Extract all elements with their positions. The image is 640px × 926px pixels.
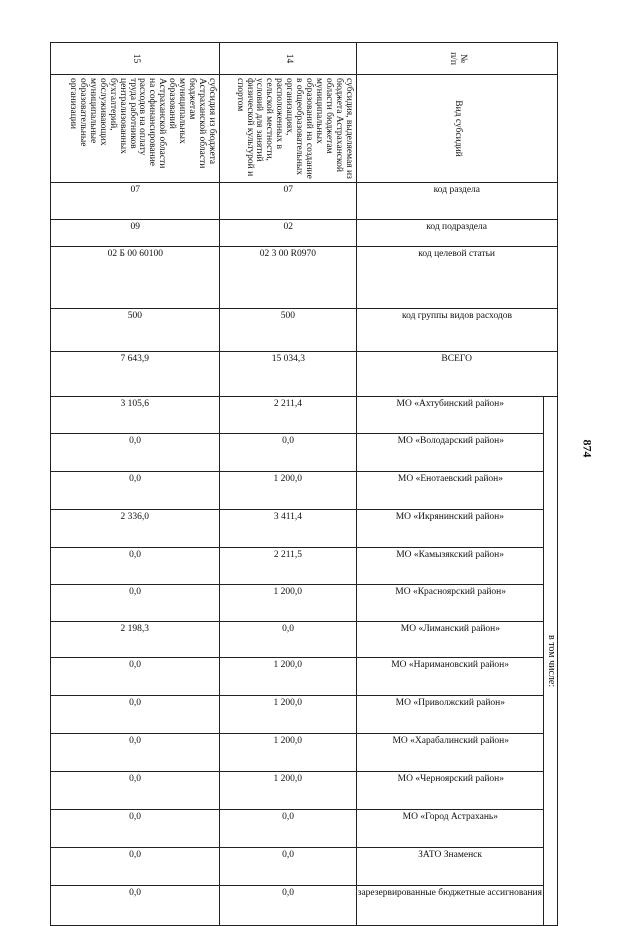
cell-description: субсидия из бюджета Астраханской области бюджетам муниципальных образований Астраханской области на софинансирование расходов на оплату труда работников централизованных бухгалтерий, обслуживающих муниципальные образовательные организации <box>51 75 220 183</box>
cell-value: 0,0 <box>51 658 220 696</box>
cell-total: 7 643,9 <box>51 352 220 397</box>
cell-value: 0,0 <box>51 734 220 772</box>
header-municipality: МО «Харабалинский район» <box>357 734 544 772</box>
cell-num: 14 <box>220 43 357 75</box>
cell-value: 1 200,0 <box>220 696 357 734</box>
cell-value: 0,0 <box>51 886 220 926</box>
header-section: код раздела <box>357 183 558 220</box>
cell-value: 0,0 <box>220 886 357 926</box>
header-group-label: в том числе: <box>544 397 558 926</box>
table-row <box>51 43 220 926</box>
header-municipality: МО «Ахтубинский район» <box>357 397 544 434</box>
cell-value: 2 198,3 <box>51 622 220 658</box>
header-num: № п/п <box>357 43 558 75</box>
cell-value: 0,0 <box>220 622 357 658</box>
cell-value: 1 200,0 <box>220 772 357 810</box>
cell-value: 3 411,4 <box>220 510 357 548</box>
header-type: Вид субсидий <box>357 75 558 183</box>
cell-value: 0,0 <box>51 848 220 886</box>
cell-value: 0,0 <box>51 434 220 472</box>
cell-value: 0,0 <box>220 848 357 886</box>
header-group-row <box>544 43 558 926</box>
cell-value: 0,0 <box>51 585 220 622</box>
header-municipality: МО «Камызякский район» <box>357 548 544 585</box>
cell-value: 0,0 <box>51 548 220 585</box>
header-municipality: МО «Енотаевский район» <box>357 472 544 510</box>
cell-section: 07 <box>220 183 357 220</box>
header-municipality: МО «Приволжский район» <box>357 696 544 734</box>
header-municipality: МО «Володарский район» <box>357 434 544 472</box>
cell-description: субсидия, выделяемая из бюджета Астраханской области бюджетам муниципальных образований на создание в общеобразовательных организациях, расположенных в сельской местности, условий для занятий физической культурой и спортом <box>220 75 357 183</box>
header-article: код целевой статьи <box>357 247 558 309</box>
cell-num: 15 <box>51 43 220 75</box>
header-expense-group: код группы видов расходов <box>357 309 558 352</box>
cell-value: 3 105,6 <box>51 397 220 434</box>
header-municipality: МО «Икрянинский район» <box>357 510 544 548</box>
header-municipality: МО «Черноярский район» <box>357 772 544 810</box>
cell-value: 0,0 <box>51 472 220 510</box>
cell-value: 0,0 <box>51 810 220 848</box>
header-municipality: МО «Лиманский район» <box>357 622 544 658</box>
header-municipality: МО «Красноярский район» <box>357 585 544 622</box>
cell-subsection: 09 <box>51 220 220 247</box>
cell-total: 15 034,3 <box>220 352 357 397</box>
cell-value: 0,0 <box>51 696 220 734</box>
cell-value: 1 200,0 <box>220 658 357 696</box>
cell-value: 1 200,0 <box>220 472 357 510</box>
cell-article: 02 3 00 R0970 <box>220 247 357 309</box>
cell-value: 0,0 <box>220 434 357 472</box>
cell-value: 0,0 <box>51 772 220 810</box>
header-municipality: МО «Город Астрахань» <box>357 810 544 848</box>
cell-value: 2 211,5 <box>220 548 357 585</box>
cell-value: 0,0 <box>220 810 357 848</box>
cell-value: 1 200,0 <box>220 734 357 772</box>
rotated-table-container <box>50 42 558 898</box>
header-municipality: ЗАТО Знаменск <box>357 848 544 886</box>
header-subsection: код подраздела <box>357 220 558 247</box>
cell-value: 1 200,0 <box>220 585 357 622</box>
header-municipality: зарезервированные бюджетные ассигнования <box>357 886 544 926</box>
cell-article: 02 Б 00 60100 <box>51 247 220 309</box>
cell-expense-group: 500 <box>220 309 357 352</box>
table-row <box>220 43 357 926</box>
header-total: ВСЕГО <box>357 352 558 397</box>
cell-value: 2 336,0 <box>51 510 220 548</box>
cell-section: 07 <box>51 183 220 220</box>
cell-subsection: 02 <box>220 220 357 247</box>
subsidy-table <box>50 42 558 926</box>
cell-expense-group: 500 <box>51 309 220 352</box>
header-municipality: МО «Наримановский район» <box>357 658 544 696</box>
cell-value: 2 211,4 <box>220 397 357 434</box>
page-number: 874 <box>580 439 595 458</box>
